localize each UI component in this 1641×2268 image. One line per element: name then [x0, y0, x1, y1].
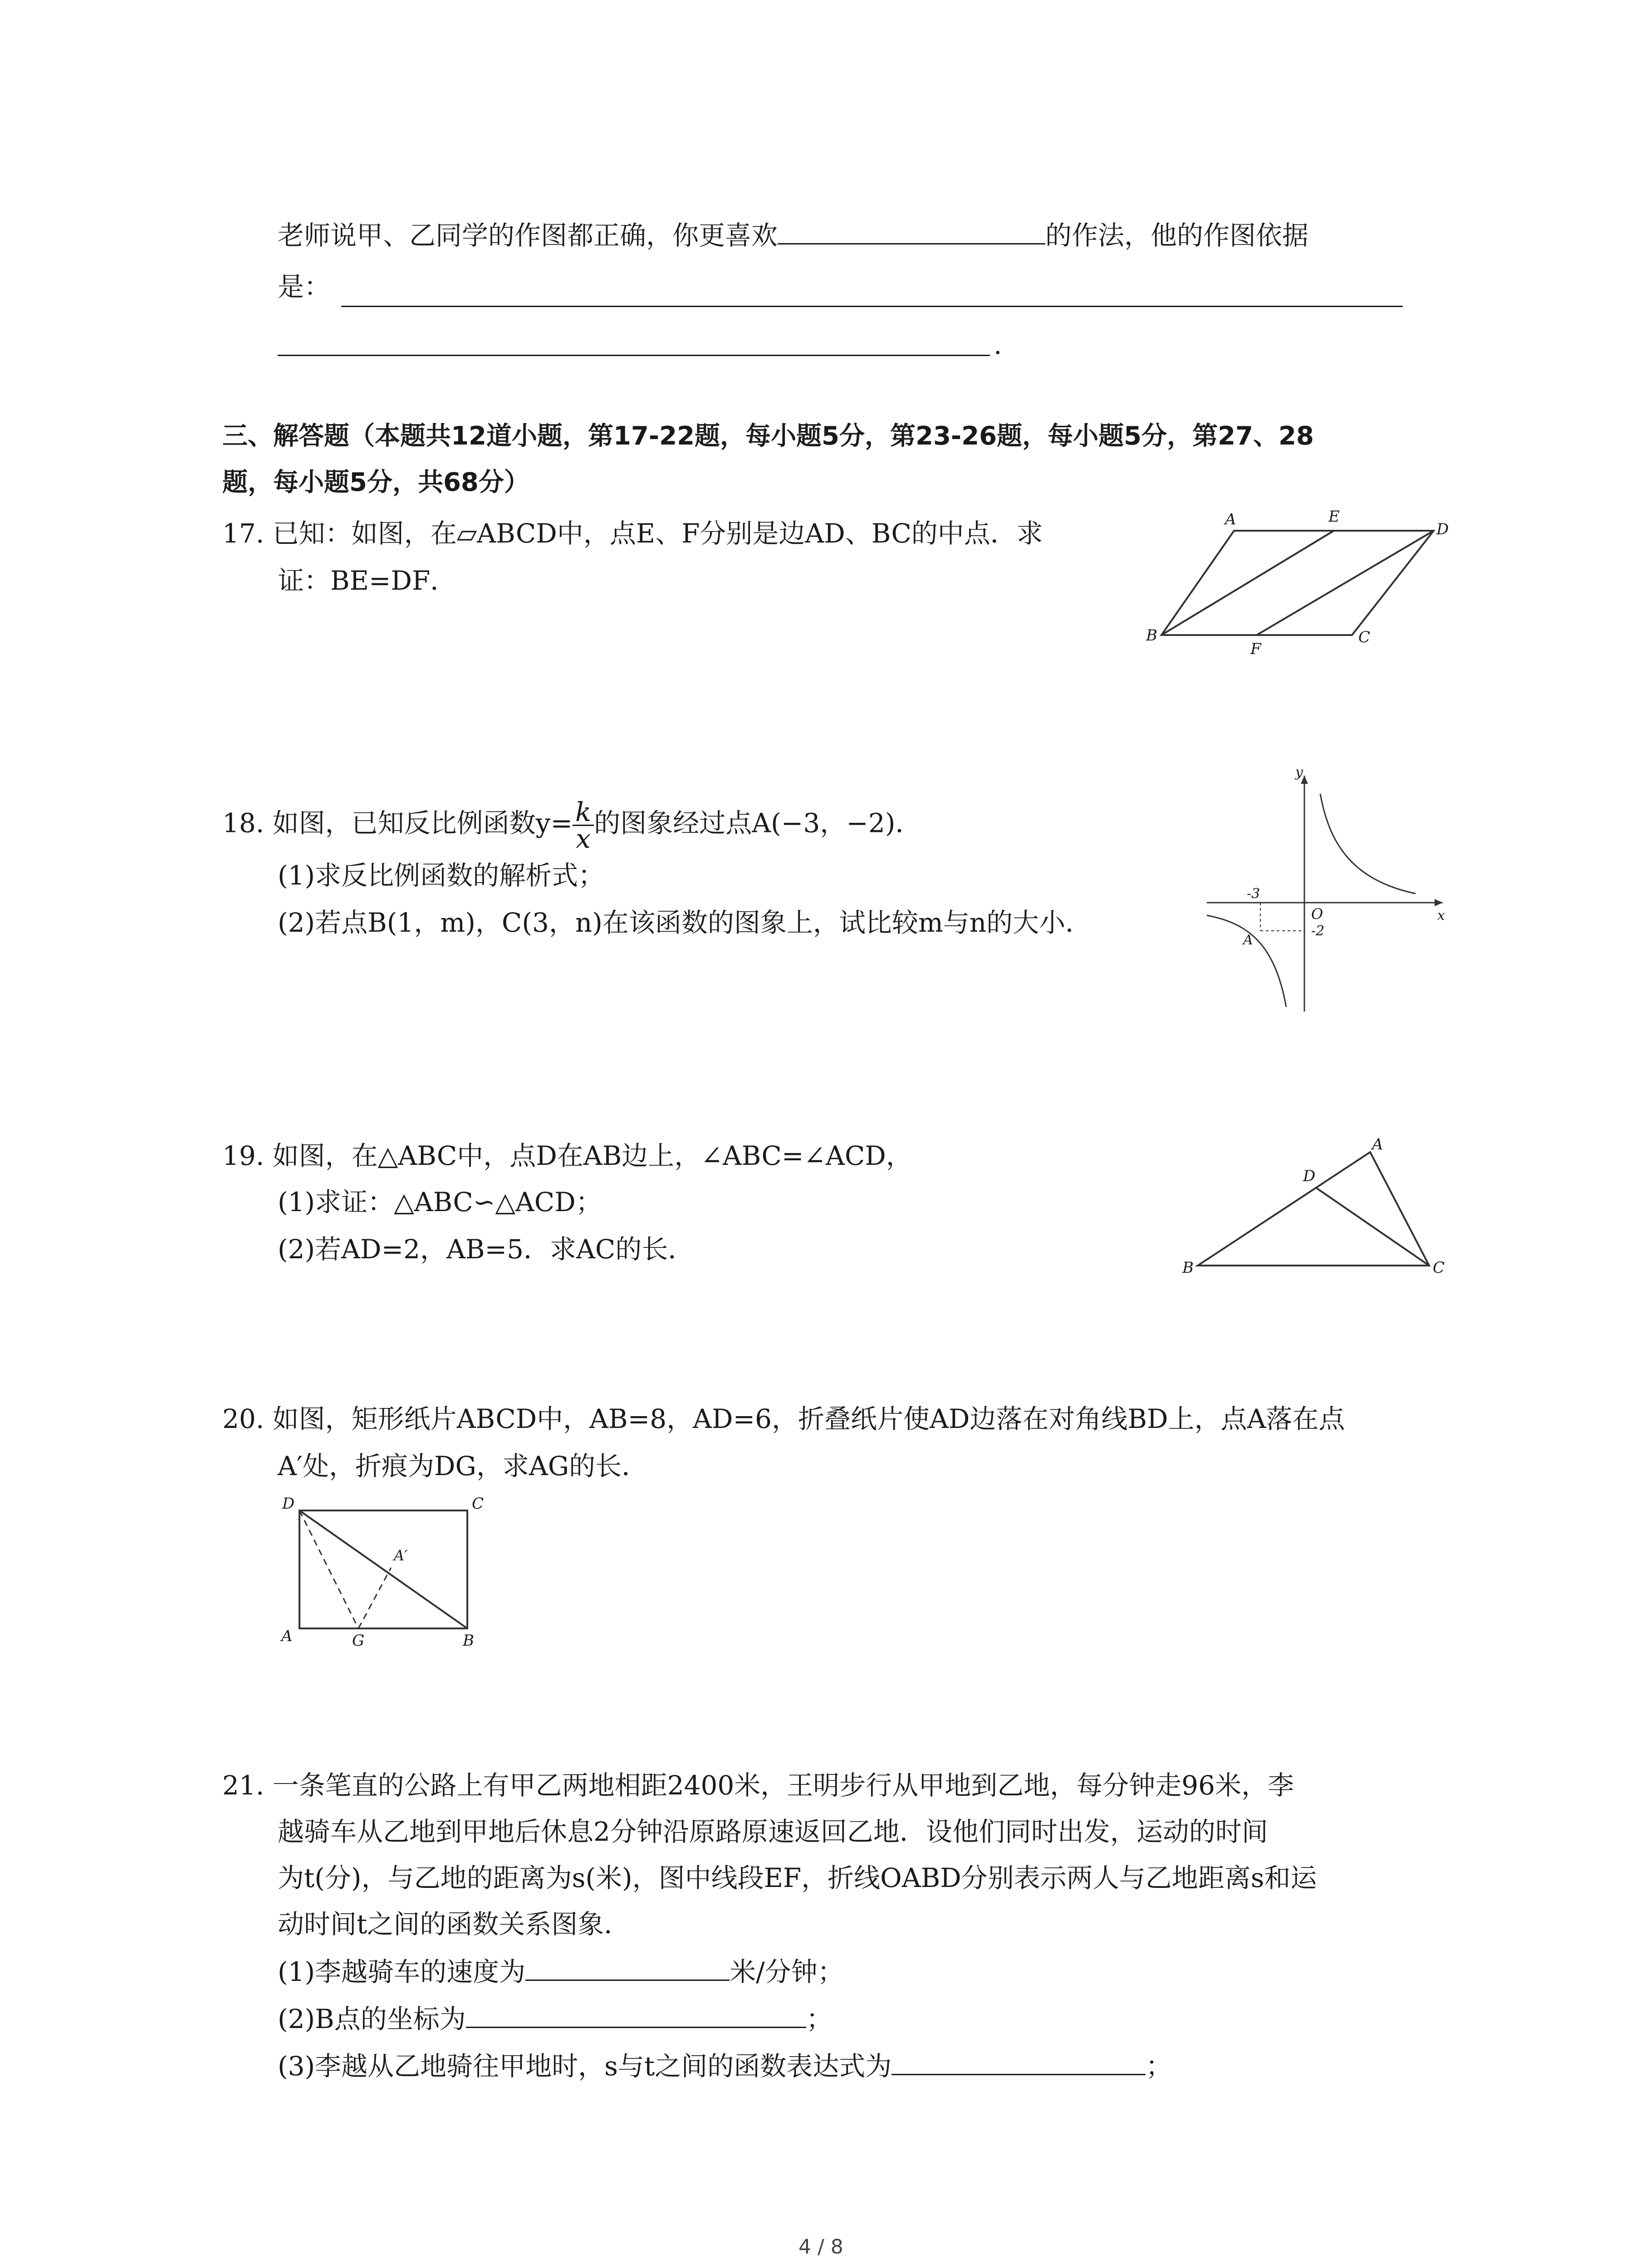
- q19-text-2: (1)求证：△ABC∽△ACD；: [278, 1187, 602, 1217]
- q17-text-1: 17. 已知：如图，在▱ABCD中，点E、F分别是边AD、BC的中点．求: [222, 518, 1043, 549]
- answer-blank-basis-1[interactable]: [341, 306, 1403, 307]
- label-f: F: [1250, 640, 1261, 658]
- q18-line-3: [278, 904, 1092, 941]
- x-axis-arrow: [1435, 899, 1443, 906]
- label-c: C: [1433, 1259, 1445, 1277]
- label-d: D: [1303, 1167, 1316, 1185]
- fraction-denominator: x: [576, 823, 591, 854]
- q21-text-3: 为t(分)，与乙地的距离为s(米)，图中线段EF，折线OABD分别表示两人与乙地距离s和运: [278, 1862, 1317, 1893]
- answer-blank-preference[interactable]: [778, 217, 1045, 244]
- q21-line-2: [278, 1813, 1268, 1850]
- top-line-2: [278, 269, 330, 305]
- q19-text-3: (2)若AD=2，AB=5．求AC的长．: [278, 1234, 695, 1265]
- label-d: D: [282, 1495, 295, 1513]
- label-neg2: -2: [1311, 923, 1325, 939]
- page-number: 4 / 8: [798, 2235, 843, 2258]
- q17-text-2: 证：BE=DF．: [278, 565, 457, 596]
- hyperbola-branch-q1: [1320, 794, 1416, 894]
- answer-blank-speed[interactable]: [525, 1953, 730, 1981]
- q20-text-2: A′处，折痕为DG，求AG的长．: [278, 1451, 648, 1481]
- section-3-heading-line-2: [222, 464, 529, 501]
- q21-text-4: 动时间t之间的函数关系图象．: [278, 1909, 631, 1940]
- segment-cd: [1316, 1188, 1429, 1266]
- q17-parallelogram-figure: [1143, 503, 1461, 658]
- q18-text-1b: 的图象经过点A(−3，−2)．: [594, 807, 922, 839]
- q21-text-7a: (3)李越从乙地骑往甲地时，s与t之间的函数表达式为: [278, 2051, 892, 2082]
- top-line-1: [278, 217, 1308, 254]
- answer-blank-basis-2[interactable]: [278, 355, 990, 356]
- segment-ga-prime: [358, 1568, 391, 1628]
- hyperbola-branch-q3: [1207, 915, 1286, 1007]
- fold-dg: [299, 1510, 358, 1628]
- q21-text-6a: (2)B点的坐标为: [278, 2004, 466, 2034]
- q18-line-2: [278, 857, 604, 894]
- label-b: B: [463, 1632, 474, 1647]
- q18-line-1: [222, 797, 922, 854]
- q21-line-3: [278, 1860, 1317, 1896]
- q20-line-2: [278, 1448, 648, 1484]
- section-3-heading-text-1: 三、解答题（本题共12道小题，第17-22题，每小题5分，第23-26题，每小题5分，第27、28: [222, 421, 1314, 451]
- q20-rectangle-figure: [272, 1492, 508, 1647]
- label-a: A: [281, 1627, 293, 1645]
- answer-blank-point-b[interactable]: [466, 2000, 806, 2028]
- q20-line-1: [222, 1401, 1345, 1437]
- top-period: [994, 327, 1002, 363]
- top-line-2-text: 是：: [278, 271, 331, 302]
- label-a: A: [1372, 1135, 1383, 1154]
- segment-df: [1257, 531, 1434, 635]
- top-period-text: .: [994, 329, 1002, 360]
- section-3-heading-line-1: [222, 418, 1314, 455]
- label-a: A: [1243, 932, 1253, 948]
- q18-text-2: (1)求反比例函数的解析式；: [278, 860, 605, 891]
- q19-line-2: [278, 1184, 602, 1220]
- label-d: D: [1436, 520, 1449, 538]
- diagonal-bd: [299, 1510, 467, 1628]
- label-a: A: [1225, 510, 1236, 528]
- q21-line-4: [278, 1906, 630, 1942]
- q19-triangle-figure: [1180, 1134, 1461, 1284]
- top-line-1-text-a: 老师说甲、乙同学的作图都正确，你更喜欢: [278, 220, 778, 251]
- q21-text-1: 21. 一条笔直的公路上有甲乙两地相距2400米，王明步行从甲地到乙地，每分钟走96米，李: [222, 1770, 1294, 1801]
- label-c: C: [472, 1495, 484, 1513]
- label-y: y: [1295, 767, 1303, 780]
- top-line-1-text-b: 的作法，他的作图依据: [1045, 220, 1309, 251]
- fraction-k-over-x: [573, 797, 594, 854]
- q17-line-2: [278, 562, 456, 599]
- answer-blank-expression[interactable]: [892, 2048, 1146, 2075]
- label-x: x: [1437, 908, 1445, 924]
- parallelogram-abcd: [1161, 531, 1434, 635]
- q17-line-1: [222, 515, 1043, 552]
- label-origin: O: [1311, 905, 1323, 923]
- label-e: E: [1328, 508, 1340, 526]
- q18-text-3: (2)若点B(1，m)，C(3，n)在该函数的图象上，试比较m与n的大小．: [278, 907, 1092, 938]
- q21-line-6: [278, 2000, 833, 2037]
- q18-hyperbola-figure: [1198, 767, 1452, 1021]
- q18-text-1a: 18. 如图，已知反比例函数y=: [222, 807, 573, 839]
- label-b: B: [1146, 626, 1157, 645]
- q19-line-3: [278, 1231, 694, 1267]
- label-a-prime: A′: [394, 1547, 408, 1564]
- segment-be: [1161, 531, 1334, 635]
- q21-text-5b: 米/分钟；: [730, 1956, 844, 1987]
- q19-text-1: 19. 如图，在△ABC中，点D在AB边上，∠ABC=∠ACD，: [222, 1140, 912, 1171]
- q21-text-6b: ；: [806, 2004, 833, 2034]
- q21-line-7: [278, 2048, 1172, 2084]
- section-3-heading-text-2: 题，每小题5分，共68分）: [222, 468, 529, 497]
- q19-line-1: [222, 1138, 912, 1174]
- label-b: B: [1182, 1259, 1194, 1277]
- q21-text-7b: ；: [1146, 2051, 1172, 2082]
- label-g: G: [352, 1632, 365, 1647]
- q20-text-1: 20. 如图，矩形纸片ABCD中，AB=8，AD=6，折叠纸片使AD边落在对角线BD上，点A落在点: [222, 1403, 1345, 1434]
- q21-text-2: 越骑车从乙地到甲地后休息2分钟沿原路原速返回乙地．设他们同时出发，运动的时间: [278, 1816, 1268, 1847]
- fraction-numerator: k: [573, 799, 594, 826]
- label-neg3: -3: [1247, 886, 1260, 902]
- q21-text-5a: (1)李越骑车的速度为: [278, 1956, 526, 1987]
- q21-line-5: [278, 1953, 844, 1990]
- q21-line-1: [222, 1767, 1294, 1804]
- label-c: C: [1358, 628, 1371, 646]
